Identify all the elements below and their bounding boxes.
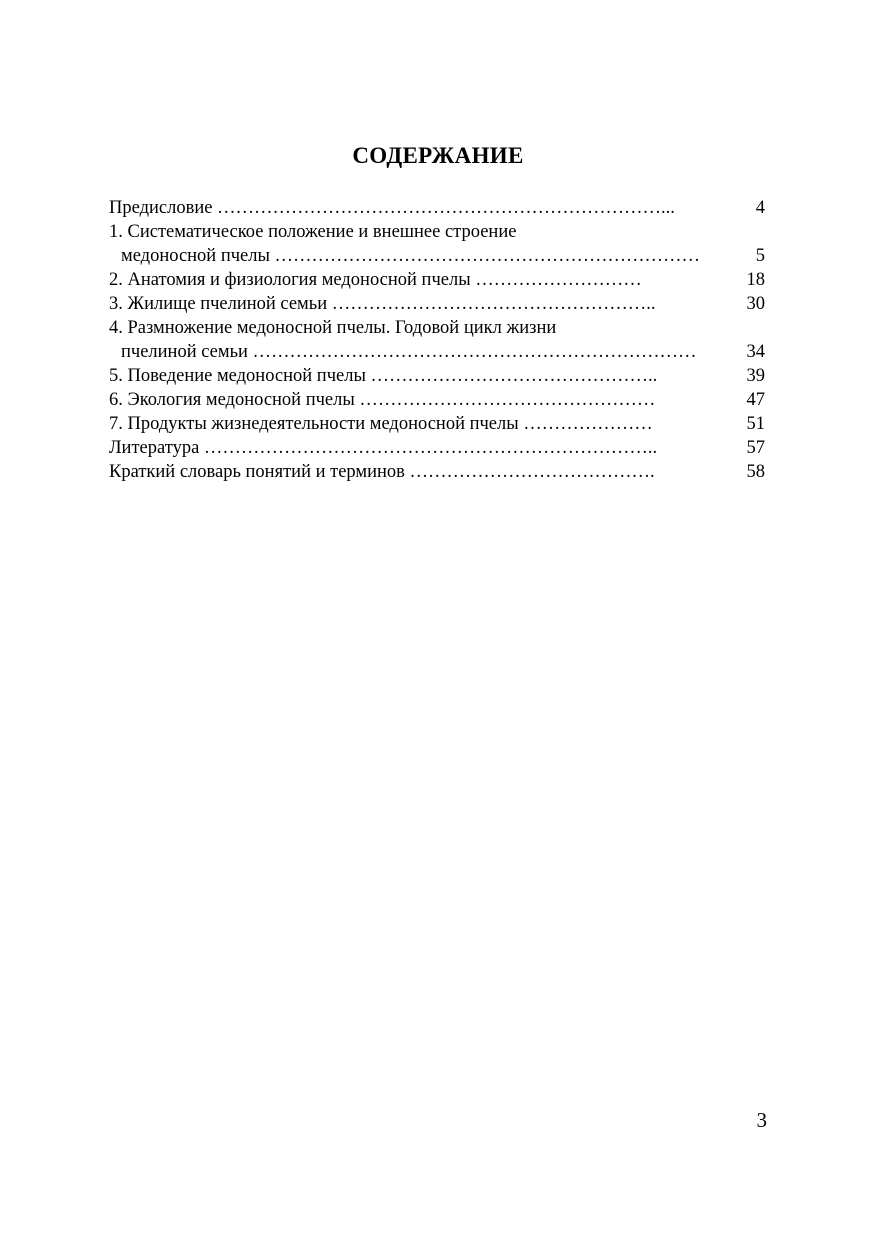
toc-entry-page: 51 bbox=[746, 414, 765, 434]
toc-entry-glossary bbox=[109, 460, 765, 484]
toc-entry-title: 4. Размножение медоносной пчелы. Годовой цикл жизни bbox=[109, 318, 557, 338]
toc-entry-chapter-1 bbox=[109, 220, 765, 268]
toc-entry-chapter-2 bbox=[109, 268, 765, 292]
page-number: 3 bbox=[756, 1108, 767, 1132]
toc-entry-title: Литература ……………………………………………………………….. bbox=[109, 438, 658, 458]
toc-entry-literature bbox=[109, 436, 765, 460]
toc-entry-title: 7. Продукты жизнедеятельности медоносной пчелы ………………… bbox=[109, 414, 653, 434]
toc-entry-title: Предисловие ………………………………………………………………... bbox=[109, 198, 675, 218]
toc-entry-chapter-3 bbox=[109, 292, 765, 316]
toc-entry-title: 2. Анатомия и физиология медоносной пчелы ……………………… bbox=[109, 270, 642, 290]
toc-entry-title: 5. Поведение медоносной пчелы ……………………………………….. bbox=[109, 366, 658, 386]
toc-entry-page: 34 bbox=[746, 342, 765, 362]
toc-entry-chapter-5 bbox=[109, 364, 765, 388]
toc-entry-page: 57 bbox=[746, 438, 765, 458]
toc-entry-page: 47 bbox=[746, 390, 765, 410]
page-title: СОДЕРЖАНИЕ bbox=[352, 143, 524, 168]
toc-entry-title: Краткий словарь понятий и терминов …………………………………. bbox=[109, 462, 655, 482]
toc-entry-title: 3. Жилище пчелиной семьи …………………………………………….. bbox=[109, 294, 656, 314]
toc-entry-title-continuation: медоносной пчелы …………………………………………………………… bbox=[121, 246, 701, 266]
table-of-contents bbox=[109, 196, 765, 484]
toc-entry-page: 5 bbox=[755, 246, 765, 266]
toc-entry-page: 18 bbox=[746, 270, 765, 290]
toc-entry-title: 6. Экология медоносной пчелы ………………………………………… bbox=[109, 390, 656, 410]
toc-entry-chapter-4 bbox=[109, 316, 765, 364]
toc-entry-title-continuation: пчелиной семьи ……………………………………………………………… bbox=[121, 342, 697, 362]
toc-entry-page: 4 bbox=[755, 198, 765, 218]
toc-entry-chapter-6 bbox=[109, 388, 765, 412]
toc-entry-title: 1. Систематическое положение и внешнее строение bbox=[109, 222, 517, 242]
toc-entry-page: 39 bbox=[746, 366, 765, 386]
toc-entry-preface bbox=[109, 196, 765, 220]
toc-entry-page: 30 bbox=[746, 294, 765, 314]
toc-entry-page: 58 bbox=[746, 462, 765, 482]
toc-entry-chapter-7 bbox=[109, 412, 765, 436]
